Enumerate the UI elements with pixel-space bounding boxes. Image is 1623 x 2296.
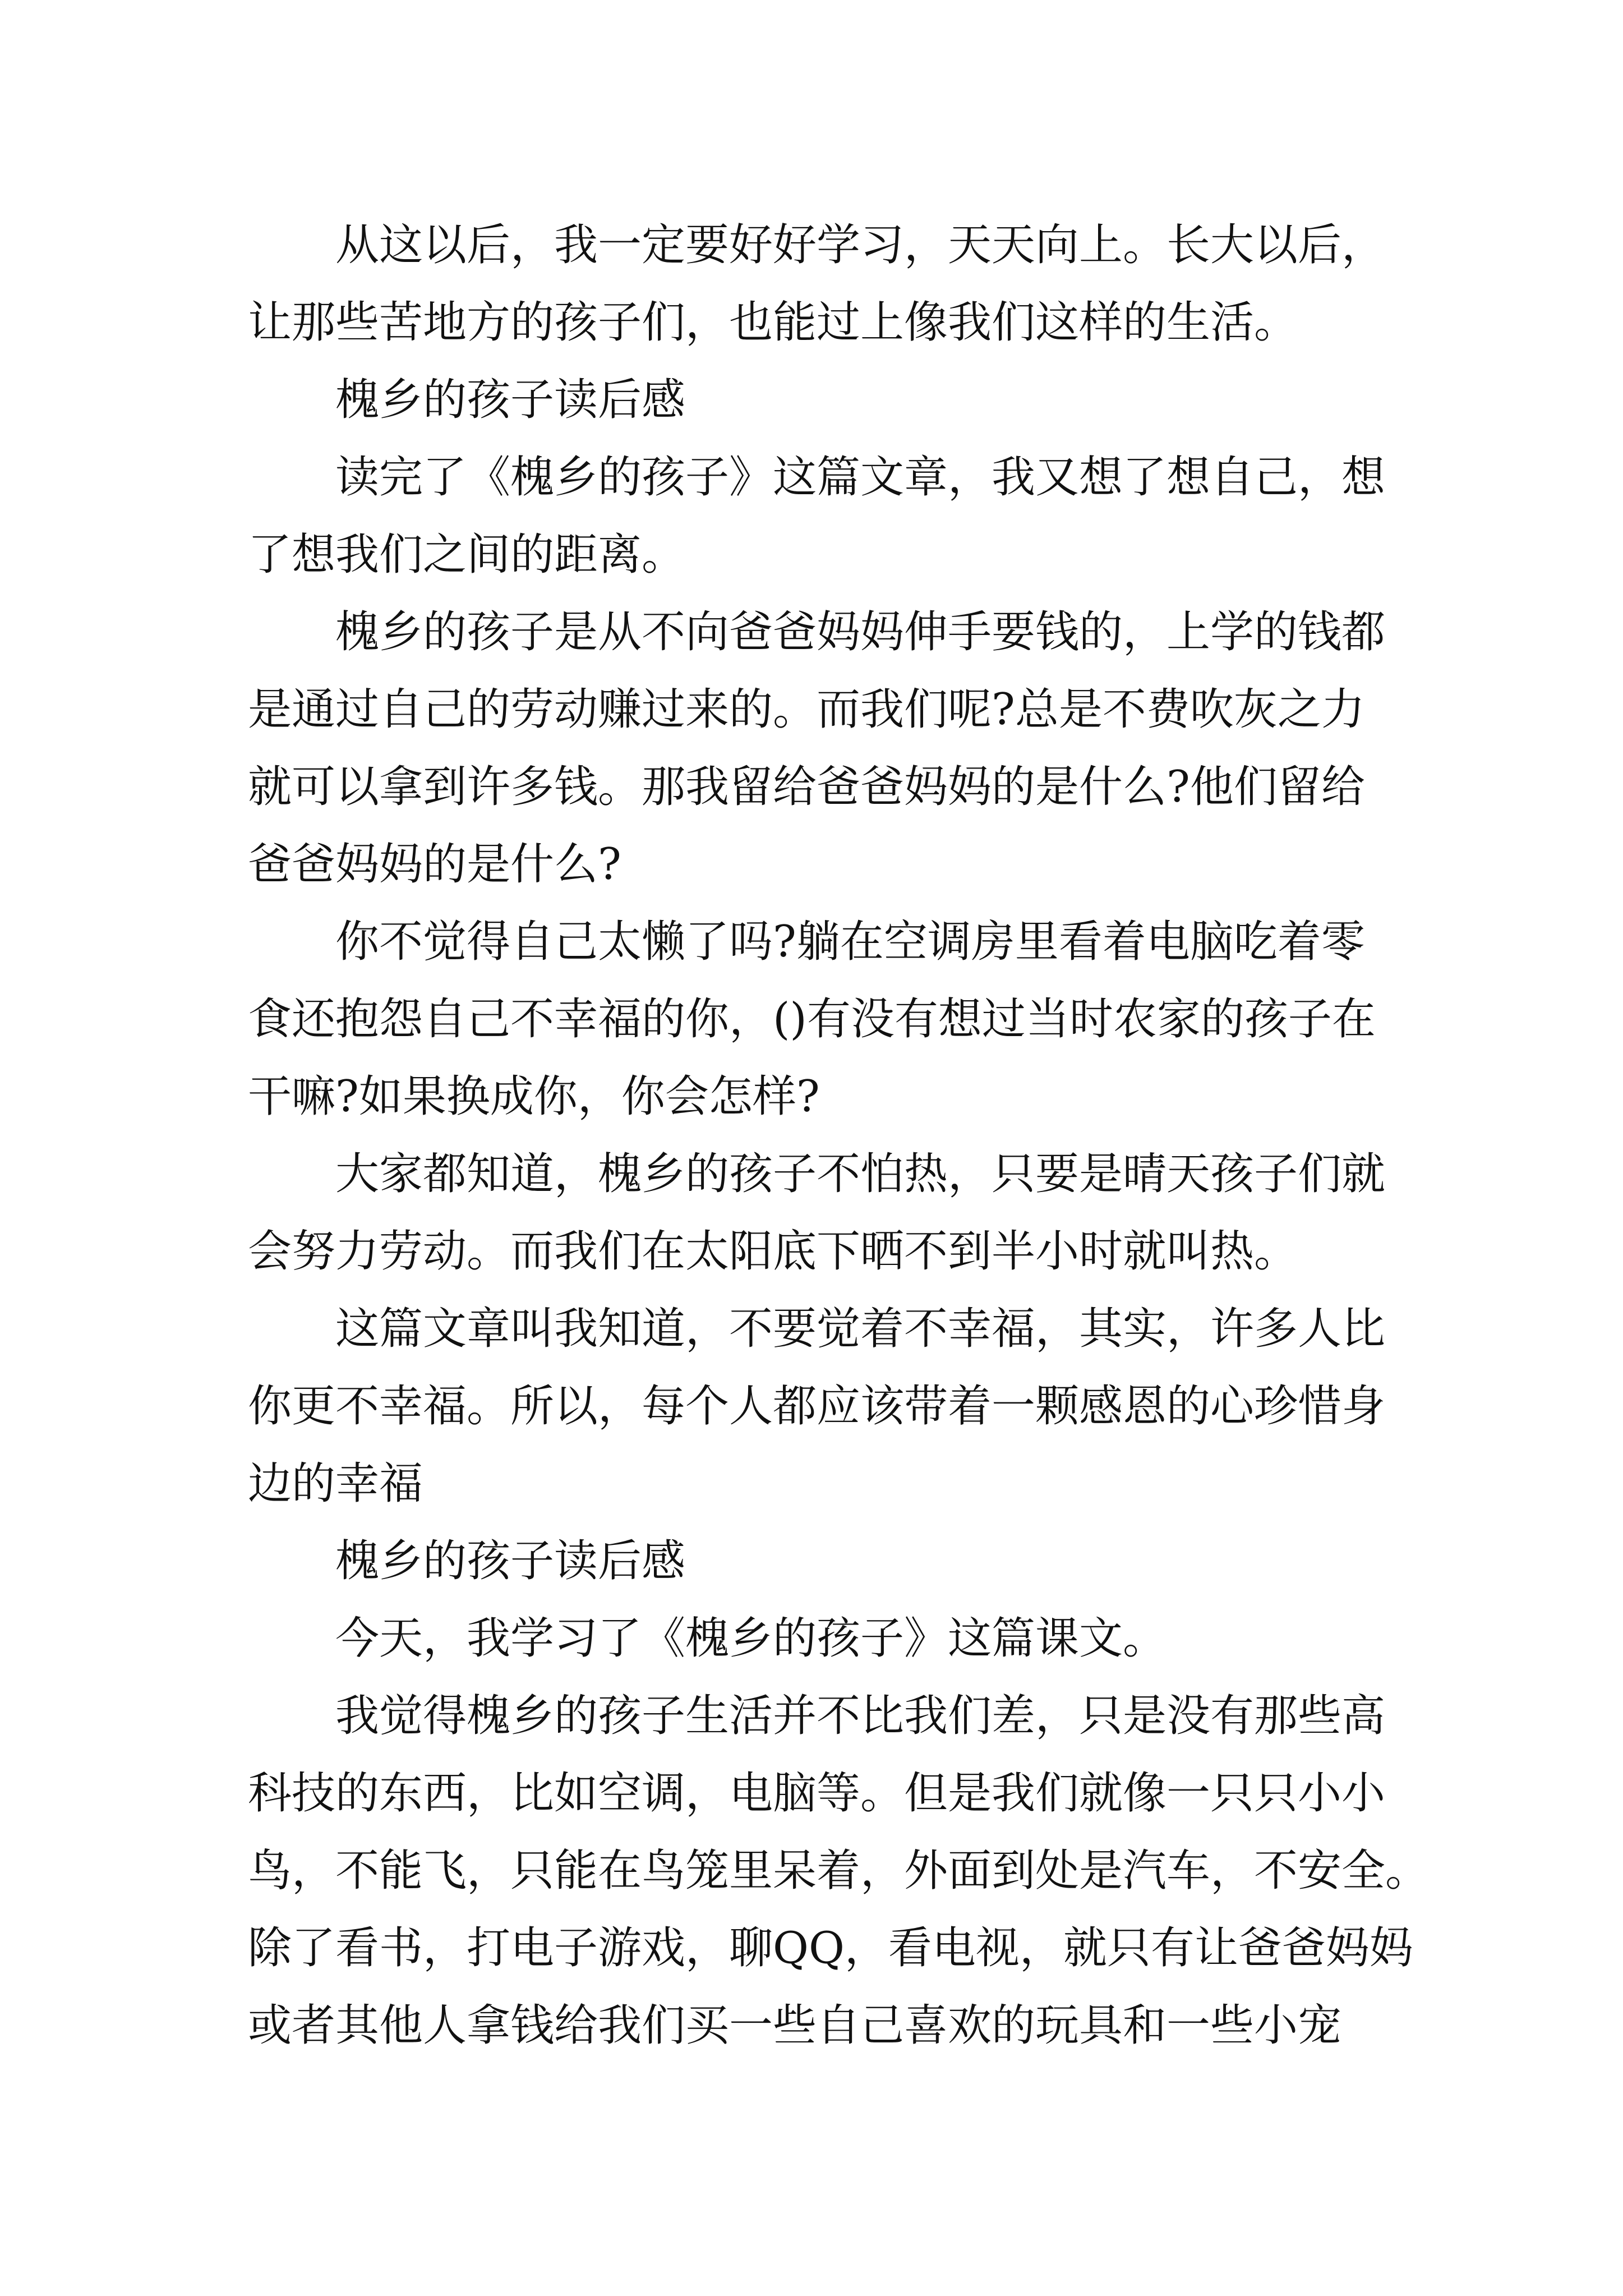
text-line: 食还抱怨自己不幸福的你，()有没有想过当时农家的孩子在 [248, 994, 1376, 1045]
text-line: 这篇文章叫我知道，不要觉着不幸福，其实，许多人比 [335, 1304, 1386, 1354]
text-line: 槐乡的孩子是从不向爸爸妈妈伸手要钱的，上学的钱都 [335, 607, 1386, 657]
document-body [248, 206, 1430, 2064]
section-heading: 槐乡的孩子读后感 [335, 375, 686, 425]
text-line: 大家都知道，槐乡的孩子不怕热，只要是晴天孩子们就 [335, 1149, 1386, 1199]
text-line: 了想我们之间的距离。 [248, 530, 686, 580]
text-line: 边的幸福 [248, 1458, 423, 1509]
section-heading: 槐乡的孩子读后感 [335, 1536, 686, 1586]
text-line: 鸟，不能飞，只能在鸟笼里呆着，外面到处是汽车，不安全。 [248, 1846, 1430, 1896]
text-line: 你更不幸福。所以，每个人都应该带着一颗感恩的心珍惜身 [248, 1381, 1386, 1432]
text-line: 是通过自己的劳动赚过来的。而我们呢?总是不费吹灰之力 [248, 684, 1365, 735]
text-line: 读完了《槐乡的孩子》这篇文章，我又想了想自己，想 [335, 452, 1386, 503]
text-line: 今天，我学习了《槐乡的孩子》这篇课文。 [335, 1613, 1167, 1664]
text-line: 会努力劳动。而我们在太阳底下晒不到半小时就叫热。 [248, 1226, 1298, 1277]
text-line: 让那些苦地方的孩子们，也能过上像我们这样的生活。 [248, 297, 1298, 348]
text-line: 从这以后，我一定要好好学习，天天向上。长大以后， [335, 220, 1386, 270]
text-line: 干嘛?如果换成你，你会怎样? [248, 1071, 820, 1122]
text-line: 我觉得槐乡的孩子生活并不比我们差，只是没有那些高 [335, 1691, 1386, 1741]
text-line: 或者其他人拿钱给我们买一些自己喜欢的玩具和一些小宠 [248, 2000, 1342, 2051]
text-line: 爸爸妈妈的是什么? [248, 839, 621, 890]
text-line: 除了看书，打电子游戏，聊QQ，看电视，就只有让爸爸妈妈 [248, 1923, 1413, 1973]
text-line: 你不觉得自己太懒了吗?躺在空调房里看着电脑吃着零 [335, 917, 1365, 967]
text-line: 科技的东西，比如空调，电脑等。但是我们就像一只只小小 [248, 1768, 1386, 1819]
text-line: 就可以拿到许多钱。那我留给爸爸妈妈的是什么?他们留给 [248, 762, 1365, 812]
